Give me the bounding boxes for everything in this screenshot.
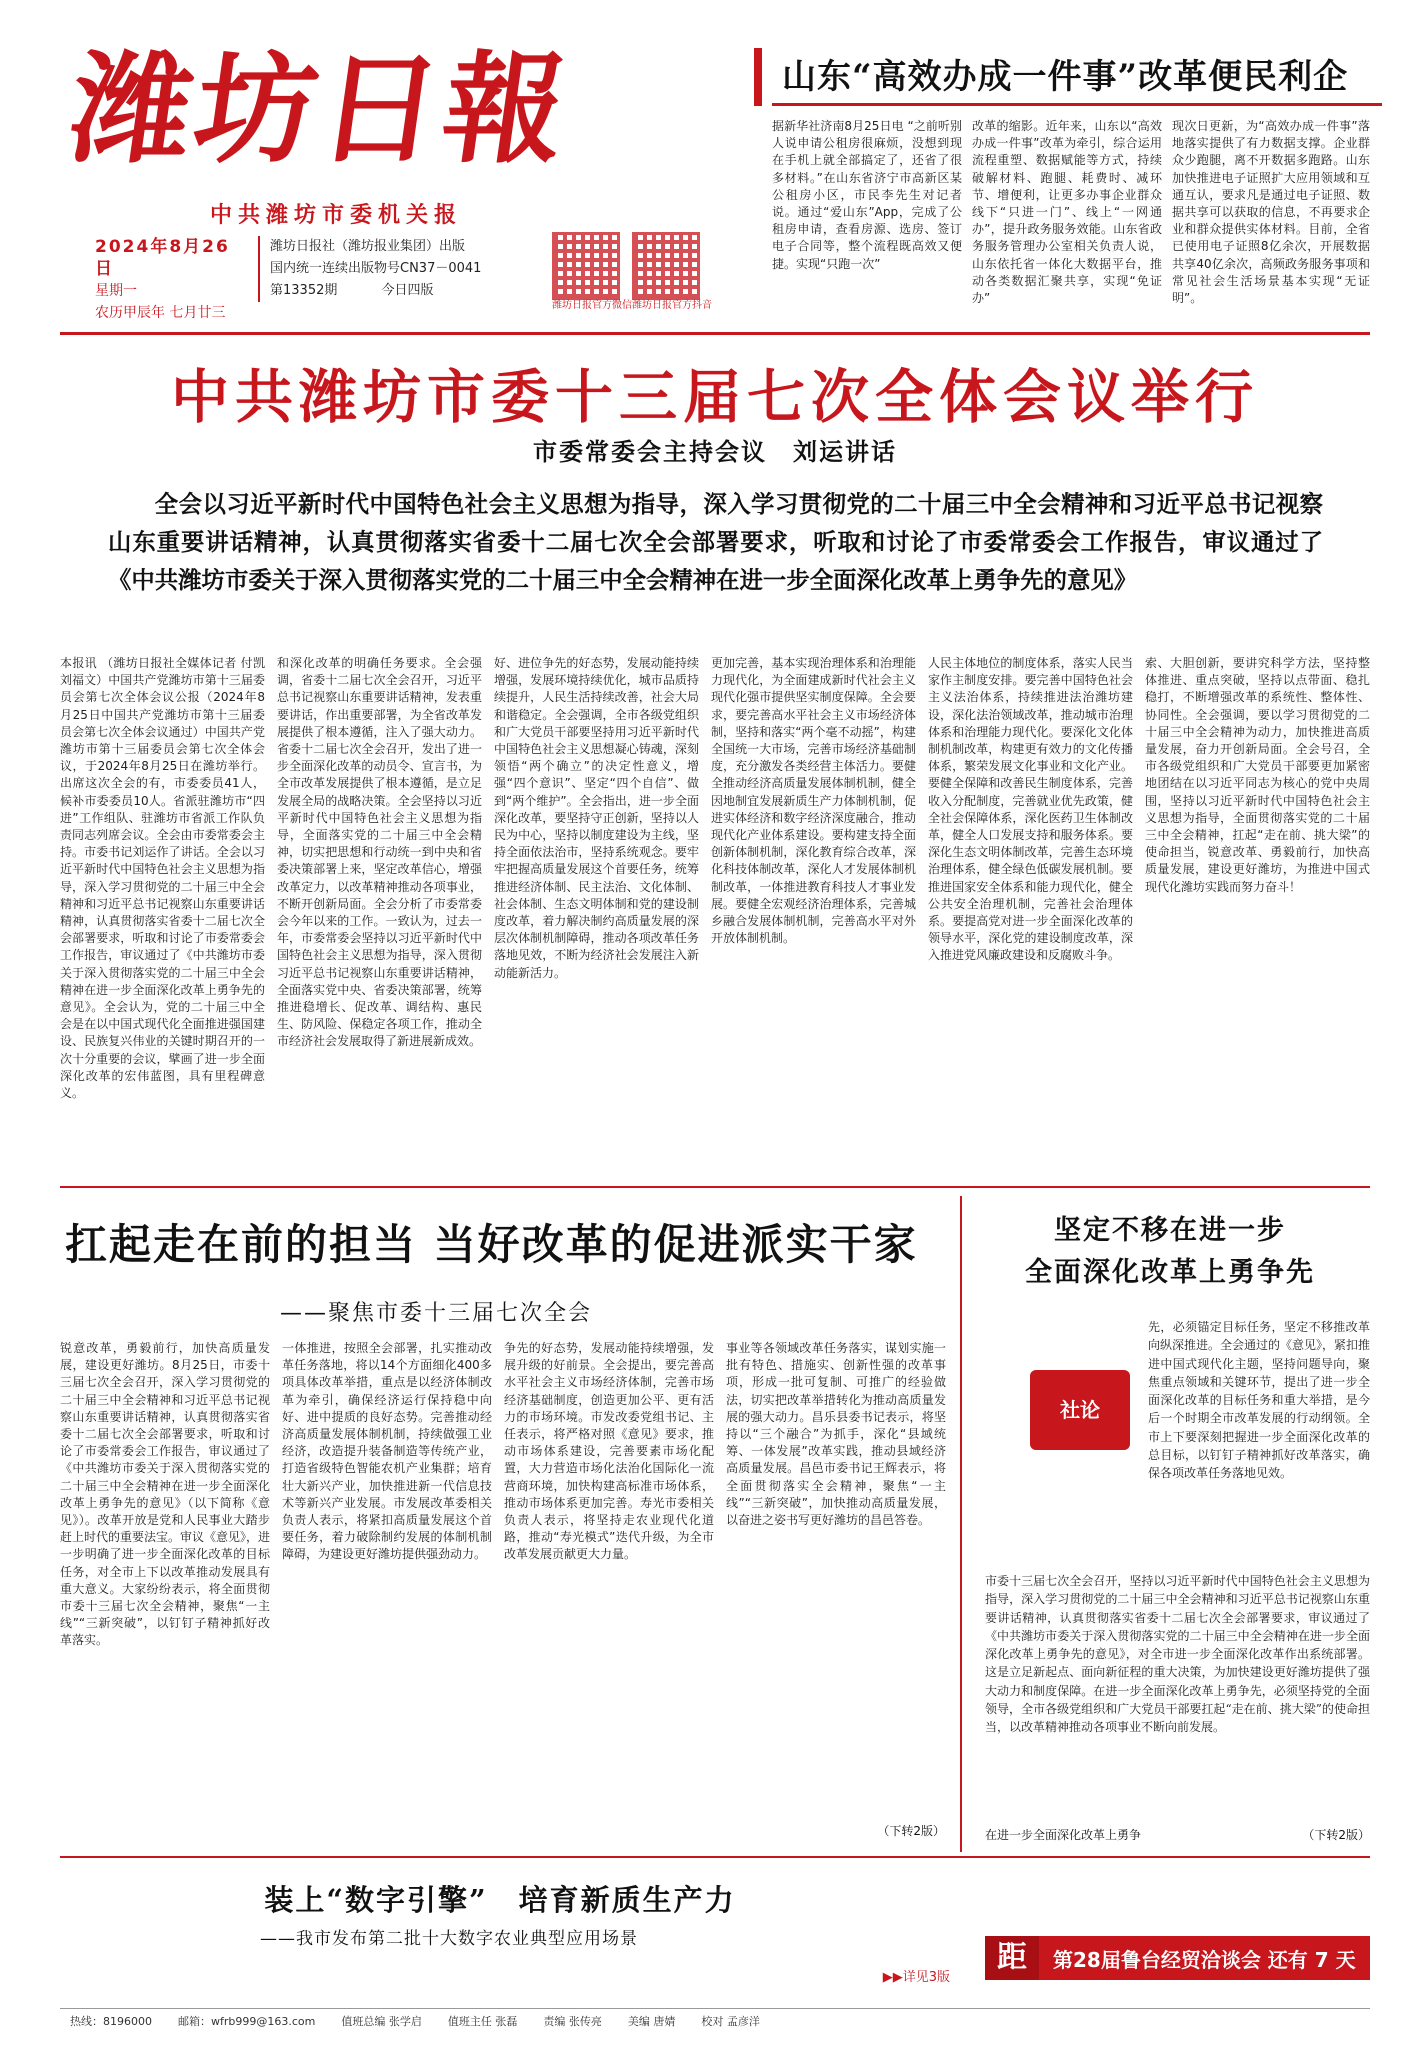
issue-weekday: 星期一	[95, 283, 137, 299]
top-right-col-3: 现次日更新，为“高效办成一件事”落地落实提供了有力数据支撑。企业群众少跑腿，离不开数据多跑路。山东加快推进电子证照扩大应用领域和互通互认，要求凡是通过电子证照、数据共享可以获取的信息，不再要求企业和群众提供实体材料。目前，全省已使用电子证照8亿余次，开展数据共享40亿余次，高频政务服务事项和常见社会生活场景基本实现“无证明”。	[1172, 119, 1370, 306]
lead-col-6: 索、大胆创新，要讲究科学方法，坚持整体推进、重点突破，坚持以点带面、稳扎稳打，不断增强改革的系统性、整体性、协同性。全会强调，要以学习贯彻党的二十届三中全会精神为动力，加快推进高质量发展，奋力开创新局面。全会号召，全市各级党组织和广大党员干部要更加紧密地团结在以习近平同志为核心的党中央周围，坚持以习近平新时代中国特色社会主义思想为指导，全面贯彻落实党的二十届三中全会精神，扛起“走在前、挑大梁”的使命担当，锐意改革、勇毅前行，加快高质量发展，建设更好潍坊，为推进中国式现代化潍坊实践而努力奋斗！	[1145, 656, 1370, 894]
lunar-date: 农历甲辰年 七月廿三	[95, 305, 226, 321]
editorial-footer: 在进一步全面深化改革上勇争	[985, 1828, 1142, 1842]
footer-art-editor: 美编 唐婧	[627, 2015, 676, 2028]
top-right-col-2: 改革的缩影。近年来，山东以“高效办成一件事”改革为牵引，综合运用流程重塑、数据赋能等方式，持续破解材料、跑腿、耗费时、减环节、增便利，让更多办事企业群众线下“只进一门”、线上“一网通办”，提升政务服务效能。山东省政务服务管理办公室相关负责人说，山东依托省一体化大数据平台，推动各类数据汇聚共享，实现“免证办”	[972, 119, 1162, 306]
issn: 国内统一连续出版物号CN37－0041	[270, 261, 482, 276]
lead-col-2: 和深化改革的明确任务要求。全会强调，省委十二届七次全会召开，习近平总书记视察山东重要讲话精神，发表重要讲话，作出重要部署，为全省改革发展提供了根本遵循，注入了强大动力。省委十二届七次全会召开，发出了进一步全面深化改革的动员令、宣言书，为全市改革发展提供了根本遵循，是立足发展全局的战略决策。全会坚持以习近平新时代中国特色社会主义思想为指导，全面落实党的二十届三中全会精神，切实把思想和行动统一到中央和省委决策部署上来，坚定改革信心，增强改革定力，以改革精神推动各项事业，不断开创新局面。全会分析了市委常委会今年以来的工作。一致认为，过去一年，市委常委会坚持以习近平新时代中国特色社会主义思想为指导，深入贯彻习近平总书记视察山东重要讲话精神，全面落实党中央、省委决策部署，统筹推进稳增长、促改革、调结构、惠民生、防风险、保稳定各项工作，推动全市经济社会发展取得了新进展新成效。	[277, 656, 482, 1049]
accent-bar	[754, 48, 762, 106]
top-right-headline[interactable]: 山东“高效办成一件事”改革便民利企	[772, 48, 1382, 106]
countdown-label: 距	[985, 1936, 1039, 1980]
page-footer	[60, 2008, 1370, 2034]
footer-proofreader: 校对 孟彦洋	[701, 2015, 760, 2028]
qr-code-douyin[interactable]	[632, 232, 712, 312]
countdown-banner	[985, 1936, 1370, 1980]
story2-col-3: 争先的好态势，发展动能持续增强，发展升级的好前景。全会提出，要完善高水平社会主义市场经济体制，完善市场经济基础制度，创造更加公平、更有活力的市场环境。市发改委党组书记、主任表示，将严格对照《意见》要求，推动市场体系建设，完善要素市场化配置，大力营造市场化法治化国际化一流营商环境，加快构建高标准市场体系，推动市场体系更加完善。寿光市委相关负责人表示，将坚持走农业现代化道路，推动“寿光模式”迭代升级，为全市改革发展贡献更大力量。	[504, 1341, 714, 1562]
continued-note[interactable]: （下转2版）	[877, 1824, 945, 1838]
lead-col-1: 本报讯 （潍坊日报社全媒体记者 付凯 刘福文）中国共产党潍坊市第十三届委员会第七次全体会议公报（2024年8月25日中国共产党潍坊市第十三届委员会第七次全体会议通过）中国共产党潍坊市第十三届委员会第七次全体会议，于2024年8月25日在潍坊举行。出席这次全会的有，市委委员41人，候补市委委员10人。省派驻潍坊市“四进”工作组队、驻潍坊市省派工作队负责同志列席会议。全会由市委常委会主持。市委书记刘运作了讲话。全会以习近平新时代中国特色社会主义思想为指导，深入学习贯彻党的二十届三中全会精神和习近平总书记视察山东重要讲话精神，认真贯彻落实省委十二届七次全会部署要求，听取和讨论了市委常委会工作报告，审议通过了《中共潍坊市委关于深入贯彻落实党的二十届三中全会精神在进一步全面深化改革上勇争先的意见》。全会认为，党的二十届三中全会是在以中国式现代化全面推进强国建设、民族复兴伟业的关键时期召开的一次十分重要的会议，擘画了进一步全面深化改革的宏伟蓝图，具有里程碑意义。	[60, 656, 265, 1101]
qr-code-icon	[632, 232, 700, 300]
divider	[60, 332, 1370, 335]
lead-col-3: 好、进位争先的好态势，发展动能持续增强，发展环境持续优化，城市品质持续提升，人民生活持续改善，社会大局和谐稳定。全会强调，全市各级党组织和广大党员干部要坚持用习近平新时代中国特色社会主义思想凝心铸魂，深刻领悟“两个确立”的决定性意义，增强“四个意识”、坚定“四个自信”、做到“两个维护”。全会指出，进一步全面深化改革，要坚持守正创新，坚持以人民为中心，坚持以制度建设为主线，坚持全面依法治市，坚持系统观念。要牢牢把握高质量发展这个首要任务，统筹推进经济体制、民主法治、文化体制、社会体制、生态文明体制和党的建设制度改革，着力解决制约高质量发展的深层次体制机制障碍，推动各项改革任务落地见效，不断为经济社会发展注入新动能新活力。	[494, 656, 699, 980]
story2-subtitle: ——聚焦市委十三届七次全会	[280, 1301, 593, 1326]
countdown-text: 第28届鲁台经贸洽谈会 还有 7 天	[1053, 1948, 1356, 1972]
lead-col-4: 更加完善，基本实现治理体系和治理能力现代化，为全面建成新时代社会主义现代化强市提供坚实制度保障。全会要求，要完善高水平社会主义市场经济体制，坚持和落实“两个毫不动摇”，构建全国统一大市场，完善市场经济基础制度，充分激发各类经营主体活力。要健全推动经济高质量发展体制机制，健全因地制宜发展新质生产力体制机制，促进实体经济和数字经济深度融合，推动现代化产业体系建设。要构建支持全面创新体制机制，深化教育综合改革，深化科技体制改革，深化人才发展体制机制改革，一体推进教育科技人才事业发展。要健全宏观经济治理体系，完善城乡融合发展体制机制，完善高水平对外开放体制机制。	[711, 656, 916, 946]
masthead	[50, 40, 750, 240]
issue-number-row	[270, 280, 543, 302]
editorial-badge: 社论	[1030, 1370, 1130, 1450]
editorial-title-line2: 全面深化改革上勇争先	[1025, 1257, 1315, 1288]
qr-code-icon	[552, 232, 620, 300]
lead-headline[interactable]: 中共潍坊市委十三届七次全体会议举行	[170, 363, 1259, 431]
newspaper-logo: 潍坊日報	[62, 39, 578, 180]
story3-subtitle: ——我市发布第二批十大数字农业典型应用场景	[260, 1929, 638, 1949]
date-block	[95, 236, 245, 324]
lead-col-5: 人民主体地位的制度体系，落实人民当家作主制度安排。要完善中国特色社会主义法治体系，持续推进法治潍坊建设，深化法治领域改革，推动城市治理体系和治理能力现代化。要深化文化体制机制改革，构建更有效力的文化传播体系，繁荣发展文化事业和文化产业。要健全保障和改善民生制度体系，完善收入分配制度，完善就业优先政策，健全社会保障体系，深化医药卫生体制改革，健全人口发展支持和服务体系。要深化生态文明体制改革，完善生态环境治理体系，健全绿色低碳发展机制。要推进国家安全体系和能力现代化，健全公共安全治理机制，完善社会治理体系。要提高党对进一步全面深化改革的领导水平，深化党的建设制度改革，深入推进党风廉政建设和反腐败斗争。	[928, 656, 1133, 963]
lead-summary: 全会以习近平新时代中国特色社会主义思想为指导，深入学习贯彻党的二十届三中全会精神和习近平总书记视察山东重要讲话精神，认真贯彻落实省委十二届七次全会部署要求，听取和讨论了市委常委会工作报告，审议通过了《中共潍坊市委关于深入贯彻落实党的二十届三中全会精神在进一步全面深化改革上勇争先的意见》	[108, 490, 1323, 594]
editorial-title[interactable]	[985, 1210, 1355, 1294]
footer-director: 值班主任 张磊	[447, 2015, 518, 2028]
story2-col-1: 锐意改革，勇毅前行，加快高质量发展，建设更好潍坊。8月25日，市委十三届七次全会召开，深入学习贯彻党的二十届三中全会精神和习近平总书记视察山东重要讲话精神，认真贯彻落实省委十二届七次全会部署要求，听取和讨论了市委常委会工作报告，审议通过了《中共潍坊市委关于深入贯彻落实党的二十届三中全会精神在进一步全面深化改革上勇争先的意见》（以下简称《意见》）。改革开放是党和人民事业大踏步赶上时代的重要法宝。审议《意见》，进一步明确了进一步全面深化改革的目标任务，对全市上下以改革推动发展具有重大意义。大家纷纷表示，将全面贯彻市委十三届七次全会精神，聚焦“一主线”“三新突破”，以钉钉子精神抓好改革落实。	[60, 1341, 270, 1648]
qr-code-wechat[interactable]	[552, 232, 632, 312]
qr-caption: 潍坊日报官方微信	[552, 300, 632, 311]
qr-caption: 潍坊日报官方抖音	[632, 300, 712, 311]
divider	[60, 1186, 1370, 1188]
story3-headline[interactable]: 装上“数字引擎” 培育新质生产力	[264, 1883, 736, 1917]
story2-col-2: 一体推进，按照全会部署，扎实推动改革任务落地，将以14个方面细化400多项具体改革举措，重点是以经济体制改革为牵引，确保经济运行保持稳中向好、进中提质的良好态势。完善推动经济高质量发展体制机制，持续做强工业经济，改造提升装备制造等传统产业，打造省级特色智能农机产业集群；培育壮大新兴产业，加快推进新一代信息技术等新兴产业发展。市发展改革委相关负责人表示，将紧扣高质量发展这个首要任务，着力破除制约发展的体制机制障碍，为建设更好潍坊提供强劲动力。	[282, 1341, 492, 1562]
issue-number: 第13352期	[270, 283, 338, 298]
footer-editor: 值班总编 张学启	[341, 2015, 422, 2028]
divider	[60, 1856, 1370, 1858]
story2-headline[interactable]: 扛起走在前的担当 当好改革的促进派实干家	[65, 1220, 918, 1269]
story2-col-4: 事业等各领域改革任务落实，谋划实施一批有特色、措施实、创新性强的改革事项，形成一批可复制、可推广的经验做法，切实把改革举措转化为推动高质量发展的强大动力。昌乐县委书记表示，将坚持以“三个融合”为抓手，深化“县域统筹、一体发展”改革实践，推动县域经济高质量发展。昌邑市委书记王辉表示，将全面贯彻落实全会精神，聚焦“一主线”“三新突破”，加快推动高质量发展，以奋进之姿书写更好潍坊的昌邑答卷。	[726, 1341, 946, 1528]
footer-responsible-editor: 责编 张传亮	[543, 2015, 602, 2028]
masthead-subtitle: 中共潍坊市委机关报	[210, 203, 463, 228]
publisher: 潍坊日报社（潍坊报业集团）出版	[270, 239, 466, 254]
editorial-col-2: 市委十三届七次全会召开，坚持以习近平新时代中国特色社会主义思想为指导，深入学习贯彻党的二十届三中全会精神和习近平总书记视察山东重要讲话精神，认真贯彻落实省委十二届七次全会部署要求，审议通过了《中共潍坊市委关于深入贯彻落实党的二十届三中全会精神在进一步全面深化改革上勇争先的意见》，对全市进一步全面深化改革作出系统部署。这是立足新起点、面向新征程的重大决策，为加快建设更好潍坊提供了强大动力和制度保障。在进一步全面深化改革上勇争先，必须坚持党的全面领导，全市各级党组织和广大党员干部要扛起“走在前、挑大梁”的使命担当，以改革精神推动各项事业不断向前发展。	[985, 1574, 1370, 1735]
lead-subhead: 市委常委会主持会议 刘运讲话	[533, 437, 897, 466]
editorial-title-line1: 坚定不移在进一步	[1054, 1215, 1286, 1246]
issue-date: 2024年8月26日	[95, 237, 230, 279]
publication-info	[258, 236, 543, 302]
continued-note[interactable]: （下转2版）	[1302, 1828, 1370, 1842]
see-page-link[interactable]: ▶▶详见3版	[882, 1970, 950, 1985]
page-count: 今日四版	[381, 283, 434, 298]
footer-hotline: 热线：8196000	[70, 2015, 152, 2028]
editorial-col-1: 先，必须锚定目标任务，坚定不移推改革向纵深推进。全会通过的《意见》，紧扣推进中国式现代化主题，坚持问题导向，聚焦重点领域和关键环节，提出了进一步全面深化改革的目标任务和重大举措，是今后一个时期全市改革发展的行动纲领。全市上下要深刻把握进一步全面深化改革的总目标，以钉钉子精神抓好改革落实，确保各项改革任务落地见效。	[1148, 1320, 1370, 1481]
footer-email[interactable]: 邮箱：wfrb999@163.com	[178, 2015, 316, 2028]
top-right-col-1: 据新华社济南8月25日电 “之前听别人说申请公租房很麻烦，没想到现在手机上就全部搞定了，还省了很多材料。”在山东省济宁市高新区某公租房小区，市民李先生对记者说。通过“爱山东”App，完成了公租房申请，查看房源、选房、签订电子合同等，整个流程既高效又便捷。实现“只跑一次”	[772, 119, 962, 271]
